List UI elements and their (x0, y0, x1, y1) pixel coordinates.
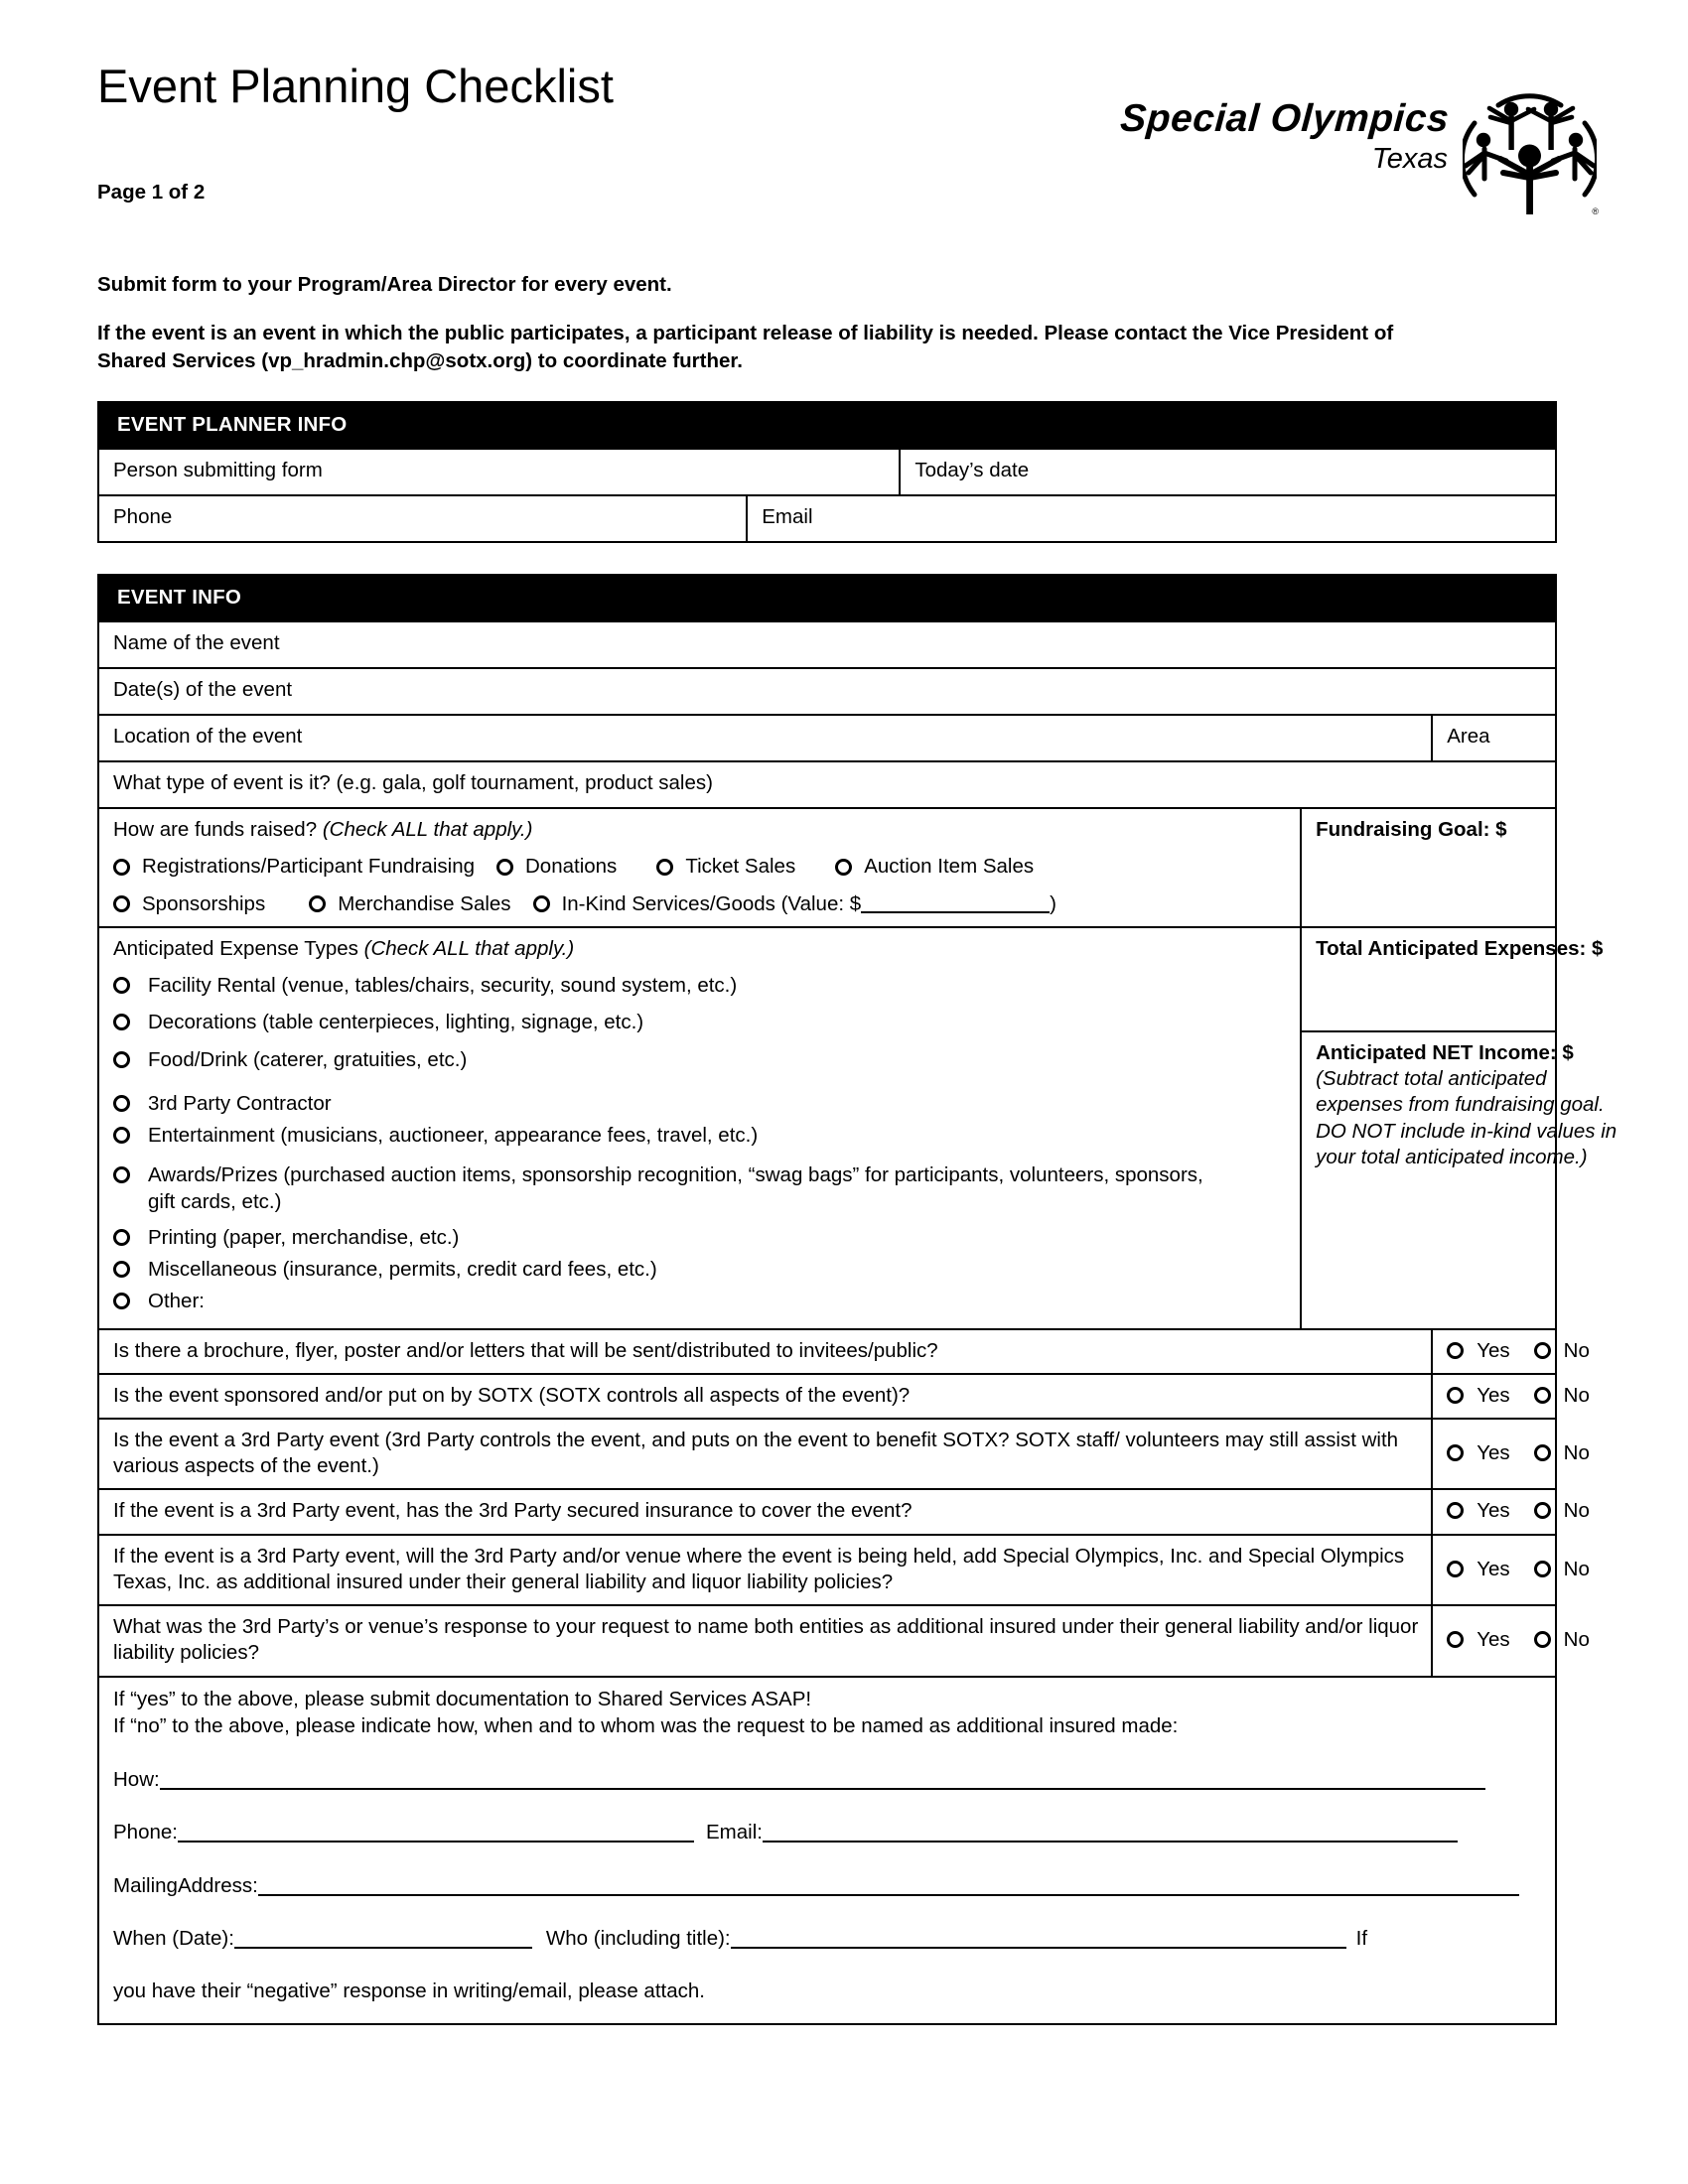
yes-label: Yes (1477, 1557, 1510, 1580)
question-row (98, 1329, 1556, 1374)
radio-no-icon[interactable] (1534, 1387, 1551, 1404)
event-planner-info-heading-row (98, 402, 1556, 449)
mailing-address-input[interactable] (258, 1879, 1519, 1896)
total-anticipated-expenses-label: Total Anticipated Expenses: $ (1316, 936, 1604, 960)
checkbox-circle-icon[interactable] (309, 895, 326, 912)
row-type-of-event (98, 761, 1556, 808)
logo-text-texas: Texas (1371, 143, 1448, 175)
yes-no-answer-group[interactable] (1432, 1374, 1590, 1419)
document-header (97, 62, 1607, 220)
event-info-heading-segment-1 (842, 575, 1025, 621)
funds-option-label: Sponsorships (142, 891, 266, 915)
checkbox-circle-icon[interactable] (113, 1095, 130, 1112)
question-row (98, 1419, 1556, 1489)
expense-instruction: (Check ALL that apply.) (363, 936, 575, 960)
when-date-label: When (Date): (113, 1926, 234, 1950)
funds-option-registrations[interactable] (113, 854, 475, 880)
checkbox-circle-icon[interactable] (113, 1051, 130, 1068)
planner-row-person-date (98, 449, 1556, 495)
radio-yes-icon[interactable] (1447, 1387, 1464, 1404)
checkbox-circle-icon[interactable] (113, 895, 130, 912)
yes-label: Yes (1477, 1628, 1510, 1652)
expense-question-line (113, 936, 1288, 962)
checkbox-circle-icon[interactable] (113, 1166, 130, 1183)
mailing-address-line (113, 1872, 1543, 1899)
radio-no-icon[interactable] (1534, 1502, 1551, 1519)
row-funds-raised (98, 808, 1556, 927)
phone-field[interactable]: Phone (98, 495, 747, 542)
planner-row-phone-email (98, 495, 1556, 542)
yes-no-answer-group[interactable] (1432, 1535, 1590, 1605)
logo-wordmark (1021, 97, 1451, 175)
question-text: If the event is a 3rd Party event, has the 3rd Party secured insurance to cover the event? (98, 1489, 1432, 1534)
checkbox-circle-icon[interactable] (835, 859, 852, 876)
checkbox-circle-icon[interactable] (656, 859, 673, 876)
yes-label: Yes (1477, 1383, 1510, 1407)
expense-option-label: Decorations (table centerpieces, lighting, signage, etc.) (148, 1011, 644, 1034)
question-text: If the event is a 3rd Party event, will the 3rd Party and/or venue where the event is being held, add Special Olympics, Inc. and Special Olympics Texas, Inc. as additional insured under their general liability and liquor liability policies? (98, 1535, 1432, 1605)
how-line (113, 1766, 1543, 1793)
page-number-label: Page 1 of 2 (97, 181, 206, 204)
logo-text-special-olympics: Special Olympics (1118, 97, 1451, 140)
event-info-heading-segment-5 (1432, 575, 1482, 621)
checkbox-circle-icon[interactable] (113, 1229, 130, 1246)
checkbox-circle-icon[interactable] (113, 859, 130, 876)
expense-option-decorations[interactable] (113, 1010, 1288, 1035)
yes-label: Yes (1477, 1499, 1510, 1523)
funds-raised-question: How are funds raised? (113, 818, 318, 842)
funds-options-row-2 (113, 891, 1288, 917)
todays-date-field[interactable]: Today’s date (900, 449, 1556, 495)
funds-option-in-kind[interactable] (533, 891, 1056, 917)
funds-option-merchandise-sales[interactable] (309, 891, 510, 917)
radio-yes-icon[interactable] (1447, 1502, 1464, 1519)
funds-option-label: Auction Item Sales (864, 855, 1035, 879)
additional-insured-details-cell (98, 1677, 1556, 2024)
email-label: Email: (705, 1821, 763, 1844)
total-anticipated-expenses-field[interactable] (1301, 927, 1604, 1031)
expense-option-awards-prizes[interactable] (113, 1162, 1288, 1214)
yes-no-answer-group[interactable] (1432, 1605, 1590, 1676)
expense-option-facility-rental[interactable] (113, 973, 1288, 999)
net-income-note-line: your total anticipated income.) (1316, 1145, 1588, 1168)
funds-options-row-1 (113, 854, 1288, 880)
checkbox-circle-icon[interactable] (113, 1261, 130, 1278)
question-row (98, 1605, 1556, 1676)
question-row (98, 1374, 1556, 1419)
note-if-yes: If “yes” to the above, please submit documentation to Shared Services ASAP! (113, 1687, 812, 1710)
expense-option-label: Other: (148, 1290, 205, 1313)
type-of-event-field[interactable]: What type of event is it? (e.g. gala, golf tournament, product sales) (98, 761, 1556, 808)
question-text: Is the event a 3rd Party event (3rd Party controls the event, and puts on the event to benefit SOTX? SOTX staff/ volunteers may still assist with various aspects of the event.) (98, 1419, 1432, 1489)
net-income-note-line: expenses from fundraising goal. (1316, 1093, 1605, 1117)
question-text: Is there a brochure, flyer, poster and/or letters that will be sent/distributed to invitees/public? (98, 1329, 1432, 1374)
radio-yes-icon[interactable] (1447, 1561, 1464, 1577)
radio-yes-icon[interactable] (1447, 1631, 1464, 1648)
event-info-table (97, 574, 1618, 2025)
area-field[interactable]: Area (1432, 715, 1556, 761)
how-label: How: (113, 1767, 160, 1791)
special-olympics-global-figures-icon (1463, 83, 1597, 217)
event-planner-info-heading: EVENT PLANNER INFO (98, 402, 1556, 449)
net-income-note-line: (Subtract total anticipated (1316, 1067, 1547, 1091)
fundraising-goal-field[interactable]: Fundraising Goal: $ (1301, 808, 1556, 927)
event-info-heading-segment-6 (1483, 575, 1556, 621)
row-additional-insured-details (98, 1677, 1556, 2024)
phone-label: Phone: (113, 1821, 178, 1844)
phone-input[interactable] (178, 1826, 694, 1843)
in-kind-prefix-label: In-Kind Services/Goods (Value: $ (561, 891, 862, 915)
registered-trademark-mark: ® (1592, 206, 1599, 216)
expense-option-label: Entertainment (musicians, auctioneer, appearance fees, travel, etc.) (148, 1124, 759, 1148)
funds-option-auction-item-sales[interactable] (835, 854, 1034, 880)
checkbox-circle-icon[interactable] (113, 1014, 130, 1030)
checkbox-circle-icon[interactable] (113, 977, 130, 994)
page-title: Event Planning Checklist (97, 60, 614, 112)
when-date-input[interactable] (234, 1932, 532, 1949)
name-of-event-field[interactable]: Name of the event (98, 621, 1556, 668)
expense-option-3rd-party-contractor[interactable] (113, 1091, 1288, 1117)
checkbox-circle-icon[interactable] (113, 1293, 130, 1309)
no-label: No (1563, 1441, 1590, 1465)
dates-of-event-field[interactable]: Date(s) of the event (98, 668, 1556, 715)
checkbox-circle-icon[interactable] (533, 895, 550, 912)
no-label: No (1563, 1383, 1590, 1407)
who-input[interactable] (731, 1932, 1346, 1949)
question-row (98, 1489, 1556, 1534)
expense-option-label: Awards/Prizes (purchased auction items, sponsorship recognition, “swag bags” for participants, volunteers, sponsors, gift cards, etc.) (148, 1163, 1203, 1213)
event-info-heading-row (98, 575, 1556, 621)
row-location-area (98, 715, 1556, 761)
funds-raised-cell (98, 808, 1301, 927)
row-name-of-event (98, 621, 1556, 668)
radio-no-icon[interactable] (1534, 1444, 1551, 1461)
checkbox-circle-icon[interactable] (113, 1127, 130, 1144)
net-income-note-line: DO NOT include in-kind values in (1316, 1119, 1618, 1143)
expense-option-label: Miscellaneous (insurance, permits, credit card fees, etc.) (148, 1258, 657, 1282)
mailing-address-label: MailingAddress: (113, 1873, 258, 1897)
expense-option-other[interactable] (113, 1289, 1288, 1314)
yes-no-answer-group[interactable] (1432, 1489, 1590, 1534)
expense-question: Anticipated Expense Types (113, 936, 358, 960)
question-text: What was the 3rd Party’s or venue’s response to your request to name both entities as additional insured under their general liability and/or liquor liability policies? (98, 1605, 1432, 1676)
funds-option-ticket-sales[interactable] (656, 854, 795, 880)
event-planner-info-table (97, 401, 1557, 543)
who-label: Who (including title): (545, 1926, 731, 1950)
anticipated-expense-types-cell (98, 927, 1301, 1329)
funds-option-label: Donations (525, 855, 618, 879)
expense-option-label: Printing (paper, merchandise, etc.) (148, 1225, 460, 1249)
yes-label: Yes (1477, 1441, 1510, 1465)
funds-option-label: Registrations/Participant Fundraising (142, 855, 475, 879)
radio-yes-icon[interactable] (1447, 1444, 1464, 1461)
liability-instruction-text: If the event is an event in which the public participates, a participant release of liability is needed. Please contact the Vice President of Shared Services (vp_hradmin.chp@sotx.org) to coordinate further. (97, 322, 1394, 373)
in-kind-suffix-label: ) (1050, 891, 1056, 915)
in-kind-value-input[interactable] (861, 894, 1050, 913)
event-info-heading-segment-3 (1192, 575, 1301, 621)
expense-option-printing[interactable] (113, 1225, 1288, 1251)
person-submitting-form-field[interactable]: Person submitting form (98, 449, 900, 495)
funds-option-label: Ticket Sales (685, 855, 796, 879)
funds-raised-question-line (113, 817, 1288, 843)
when-who-line (113, 1925, 1543, 1952)
email-input[interactable] (763, 1826, 1458, 1843)
email-field[interactable]: Email (747, 495, 1556, 542)
radio-yes-icon[interactable] (1447, 1342, 1464, 1359)
radio-no-icon[interactable] (1534, 1561, 1551, 1577)
no-label: No (1563, 1338, 1590, 1362)
submit-instruction-text: Submit form to your Program/Area Director for every event. (97, 273, 672, 296)
funds-option-sponsorships[interactable] (113, 891, 265, 917)
attachment-note: you have their “negative” response in writing/email, please attach. (113, 1979, 705, 2003)
how-input[interactable] (160, 1773, 1485, 1790)
yes-no-answer-group[interactable] (1432, 1329, 1590, 1374)
radio-no-icon[interactable] (1534, 1631, 1551, 1648)
expense-option-label: Food/Drink (caterer, gratuities, etc.) (148, 1047, 468, 1071)
special-olympics-texas-logo (1011, 83, 1607, 222)
funds-option-donations[interactable] (496, 854, 617, 880)
question-row (98, 1535, 1556, 1605)
no-label: No (1563, 1557, 1590, 1580)
funds-raised-instruction: (Check ALL that apply.) (322, 818, 533, 842)
expense-option-miscellaneous[interactable] (113, 1257, 1288, 1283)
event-info-heading: EVENT INFO (98, 575, 842, 621)
yes-label: Yes (1477, 1338, 1510, 1362)
expense-option-entertainment[interactable] (113, 1123, 1288, 1149)
anticipated-net-income-field[interactable] (1301, 1031, 1618, 1329)
phone-email-line (113, 1819, 1543, 1845)
expense-option-label: 3rd Party Contractor (148, 1091, 332, 1115)
funds-option-label: Merchandise Sales (338, 891, 511, 915)
radio-no-icon[interactable] (1534, 1342, 1551, 1359)
question-text: Is the event sponsored and/or put on by SOTX (SOTX controls all aspects of the event)? (98, 1374, 1432, 1419)
expense-option-food-drink[interactable] (113, 1047, 1288, 1073)
checkbox-circle-icon[interactable] (496, 859, 513, 876)
row-expenses-top (98, 927, 1556, 1031)
event-info-heading-segment-2 (1024, 575, 1192, 621)
trailing-if-text: If (1355, 1926, 1368, 1950)
yes-no-answer-group[interactable] (1432, 1419, 1590, 1489)
note-if-no: If “no” to the above, please indicate how, when and to whom was the request to be named as additional insured made: (113, 1714, 1179, 1738)
anticipated-net-income-label: Anticipated NET Income: $ (1316, 1040, 1574, 1064)
event-info-heading-segment-4 (1301, 575, 1432, 621)
expense-option-label: Facility Rental (venue, tables/chairs, security, sound system, etc.) (148, 974, 738, 998)
row-dates-of-event (98, 668, 1556, 715)
no-label: No (1563, 1499, 1590, 1523)
location-of-event-field[interactable]: Location of the event (98, 715, 1432, 761)
no-label: No (1563, 1628, 1590, 1652)
